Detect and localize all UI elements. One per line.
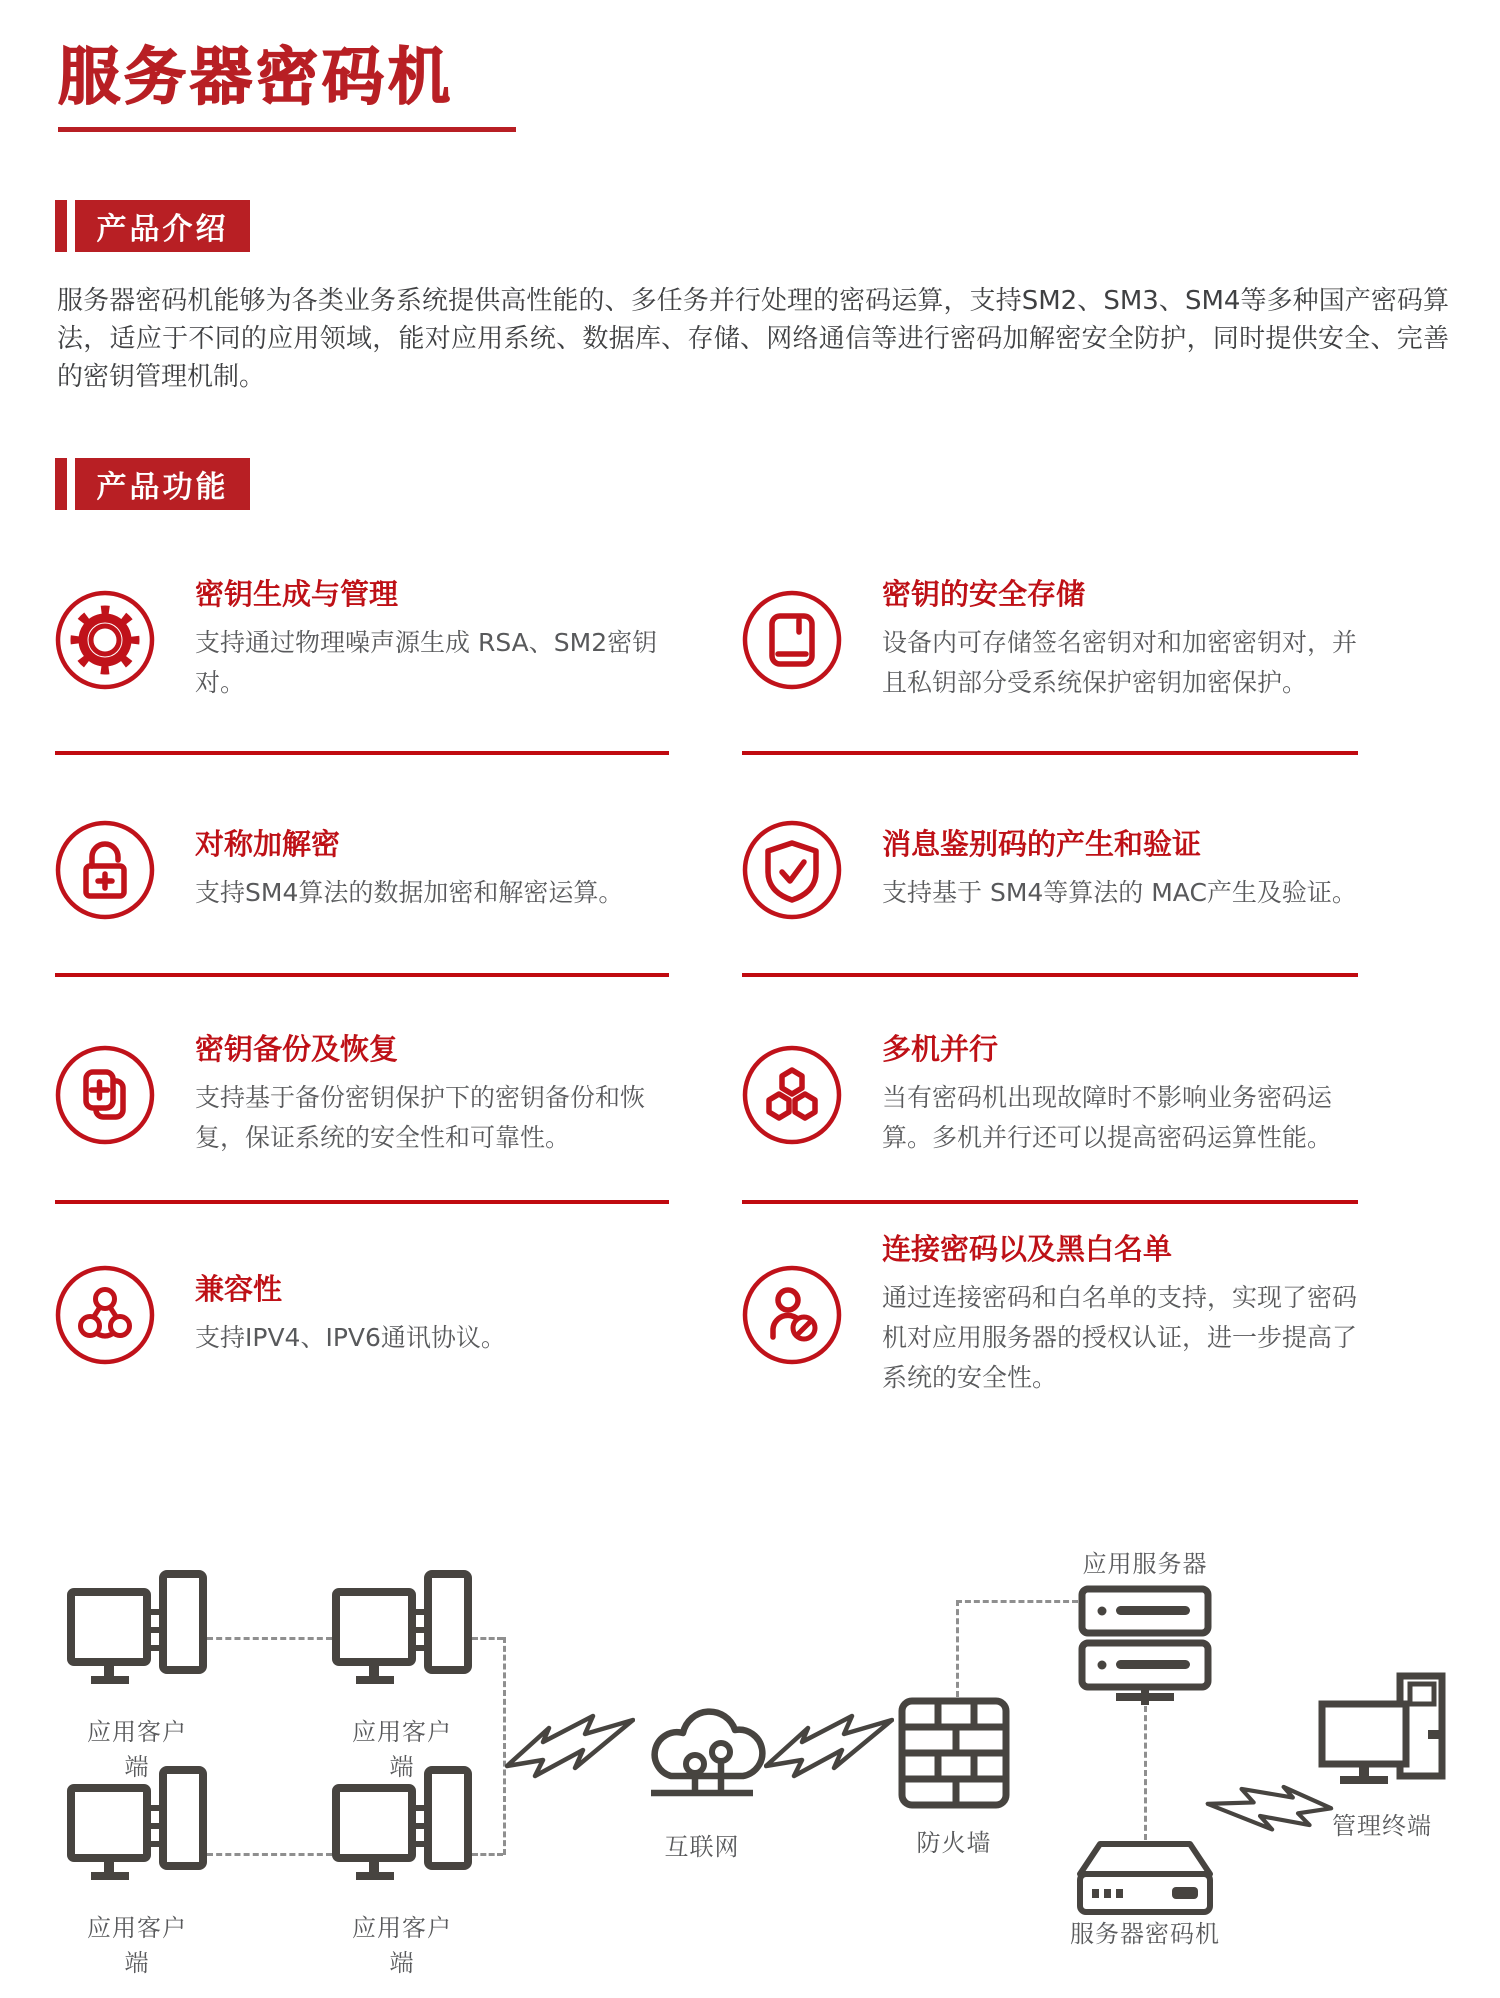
feature-multi-machine (742, 1032, 1362, 1155)
internet-label: 互联网 (664, 1833, 740, 1861)
client-computer-icon (67, 1766, 207, 1886)
server-cipher-line (1144, 1706, 1147, 1840)
client-label: 应用客户端 (87, 1718, 187, 1781)
feature-title: 密钥生成与管理 (195, 577, 399, 611)
features-heading: 产品功能 (75, 458, 250, 510)
feature-divider (742, 1200, 1358, 1204)
section-accent-bar (55, 200, 67, 252)
feature-title: 兼容性 (195, 1272, 283, 1306)
app-server-label: 应用服务器 (1082, 1550, 1208, 1578)
feature-desc: 支持IPV4、IPV6通讯协议。 (195, 1323, 506, 1352)
title-underline (58, 127, 516, 132)
internet-cloud-icon (637, 1690, 767, 1812)
client-link-line (472, 1637, 503, 1640)
intro-paragraph: 服务器密码机能够为各类业务系统提供高性能的、多任务并行处理的密码运算，支持SM2、SM3、SM4等多种国产密码算法，适应于不同的应用领域，能对应用系统、数据库、存储、网络通信等进行密码加解密安全防护，同时提供安全、完善的密钥管理机制。 (57, 286, 1449, 392)
lock-icon (55, 820, 155, 920)
shield-check-icon (742, 820, 842, 920)
feature-mac (742, 810, 1362, 930)
feature-compatibility (55, 1255, 665, 1375)
client-label: 应用客户端 (87, 1914, 187, 1977)
feature-desc: 支持基于 SM4等算法的 MAC产生及验证。 (882, 878, 1357, 907)
lightning-icon (505, 1712, 635, 1792)
firewall-server-line (956, 1600, 1078, 1603)
client-computer-icon (332, 1570, 472, 1690)
molecule-icon (55, 1265, 155, 1365)
client-computer-icon (67, 1570, 207, 1690)
feature-desc: 支持通过物理噪声源生成 RSA、SM2密钥对。 (195, 628, 658, 697)
client-link-line (207, 1637, 332, 1640)
hexagons-icon (742, 1045, 842, 1145)
feature-divider (742, 751, 1358, 755)
backup-icon (55, 1045, 155, 1145)
intro-heading: 产品介绍 (75, 200, 250, 252)
client-link-line (472, 1853, 503, 1856)
feature-title: 多机并行 (882, 1032, 999, 1066)
app-server-icon (1078, 1585, 1212, 1705)
feature-title: 密钥备份及恢复 (195, 1032, 399, 1066)
feature-title: 消息鉴别码的产生和验证 (882, 827, 1202, 861)
client-computer-icon (332, 1766, 472, 1886)
feature-backup-restore (55, 1032, 665, 1155)
feature-title: 密钥的安全存储 (882, 577, 1086, 611)
client-label: 应用客户端 (352, 1718, 452, 1781)
feature-divider (742, 973, 1358, 977)
client-link-line (207, 1853, 332, 1856)
feature-title: 对称加解密 (195, 827, 341, 861)
feature-divider (55, 751, 669, 755)
feature-desc: 通过连接密码和白名单的支持，实现了密码机对应用服务器的授权认证，进一步提高了系统的安全性。 (882, 1283, 1358, 1392)
cipher-machine-icon (1076, 1840, 1214, 1916)
firewall-server-line (956, 1600, 959, 1697)
floppy-icon (742, 590, 842, 690)
feature-whitelist (742, 1232, 1362, 1392)
feature-divider (55, 1200, 669, 1204)
terminal-icon (1318, 1672, 1446, 1794)
page-title: 服务器密码机 (58, 40, 455, 113)
feature-desc: 当有密码机出现故障时不影响业务密码运算。多机并行还可以提高密码运算性能。 (882, 1083, 1333, 1152)
terminal-label: 管理终端 (1332, 1812, 1432, 1840)
client-label: 应用客户端 (352, 1914, 452, 1977)
person-block-icon (742, 1265, 842, 1365)
firewall-label: 防火墙 (916, 1829, 992, 1857)
feature-desc: 支持基于备份密钥保护下的密钥备份和恢复，保证系统的安全性和可靠性。 (195, 1083, 646, 1152)
firewall-icon (898, 1697, 1010, 1809)
feature-title: 连接密码以及黑白名单 (882, 1232, 1173, 1266)
feature-key-generation (55, 577, 665, 700)
cipher-machine-label: 服务器密码机 (1070, 1920, 1220, 1948)
feature-desc: 设备内可存储签名密钥对和加密密钥对，并且私钥部分受系统保护密钥加密保护。 (882, 628, 1358, 697)
lightning-icon (764, 1712, 894, 1792)
feature-divider (55, 973, 669, 977)
feature-symmetric-crypto (55, 810, 665, 930)
gear-icon (55, 590, 155, 690)
feature-secure-storage (742, 577, 1362, 700)
feature-desc: 支持SM4算法的数据加密和解密运算。 (195, 878, 624, 907)
section-accent-bar (55, 458, 67, 510)
